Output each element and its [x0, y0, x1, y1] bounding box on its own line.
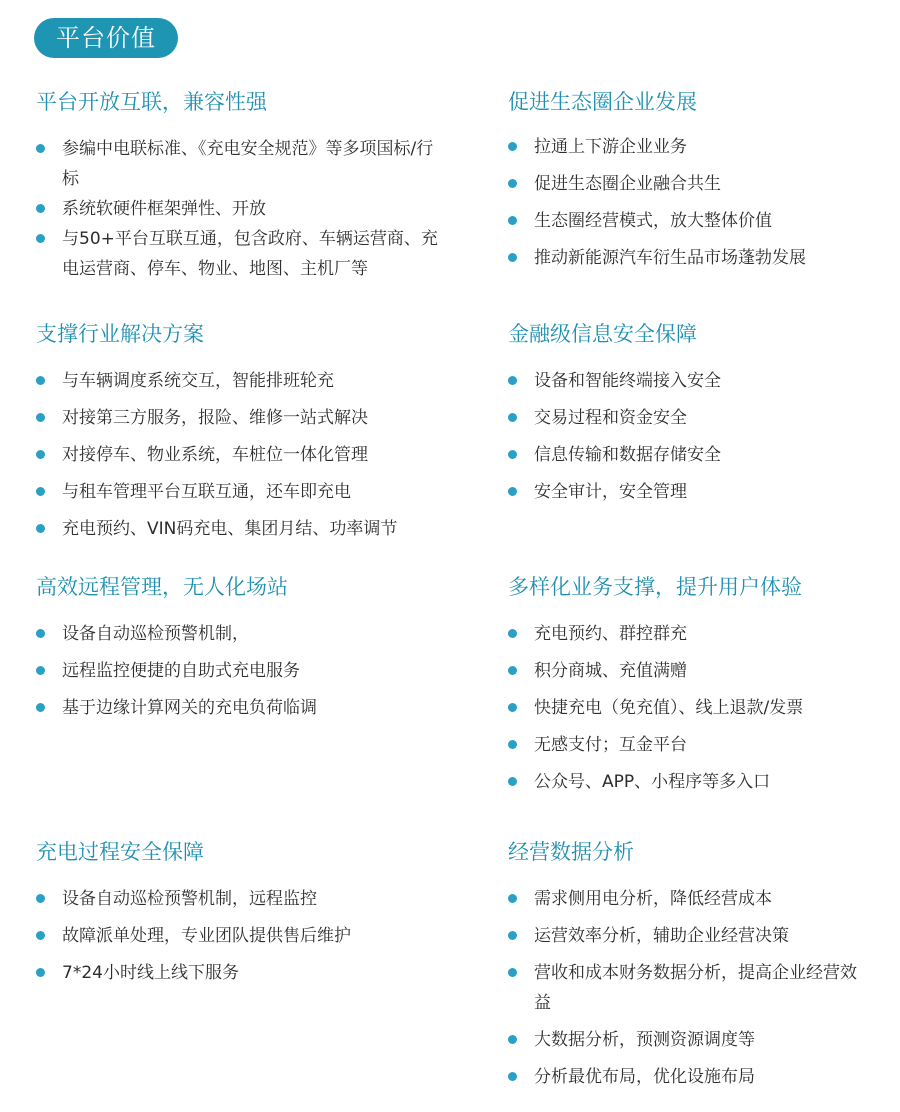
section-business-support — [508, 573, 888, 804]
bullet-icon — [508, 1072, 517, 1081]
list-item: 促进生态圈企业融合共生 — [508, 169, 888, 199]
bullet-icon — [508, 666, 517, 675]
bullet-icon — [508, 487, 517, 496]
list-item: 公众号、APP、小程序等多入口 — [508, 767, 888, 797]
bullet-icon — [36, 413, 45, 422]
bullet-icon — [36, 524, 45, 533]
list-item: 与50+平台互联互通，包含政府、车辆运营商、充电运营商、停车、物业、地图、主机厂等 — [36, 224, 452, 284]
list-item: 设备和智能终端接入安全 — [508, 366, 888, 396]
bullet-icon — [36, 894, 45, 903]
bullet-icon — [36, 450, 45, 459]
bullet-icon — [36, 376, 45, 385]
list-item: 大数据分析，预测资源调度等 — [508, 1025, 888, 1055]
bullet-icon — [508, 142, 517, 151]
bullet-icon — [36, 968, 45, 977]
section-remote-management — [36, 573, 456, 730]
list-item: 信息传输和数据存储安全 — [508, 440, 888, 470]
page-title: 平台价值 — [34, 18, 178, 58]
list-item: 参编中电联标准、《充电安全规范》等多项国标/行标 — [36, 134, 442, 194]
bullet-icon — [508, 216, 517, 225]
list-item: 营收和成本财务数据分析，提高企业经营效益 — [508, 958, 864, 1018]
bullet-icon — [508, 179, 517, 188]
section-title: 高效远程管理，无人化场站 — [36, 575, 288, 599]
section-financial-security — [508, 320, 888, 514]
section-title: 充电过程安全保障 — [36, 840, 204, 864]
list-item: 远程监控便捷的自助式充电服务 — [36, 656, 456, 686]
section-title: 多样化业务支撑，提升用户体验 — [508, 575, 802, 599]
section-ecosystem — [508, 88, 888, 280]
bullet-icon — [36, 666, 45, 675]
section-title: 促进生态圈企业发展 — [508, 90, 697, 114]
list-item: 设备自动巡检预警机制，远程监控 — [36, 884, 456, 914]
list-item: 对接停车、物业系统，车桩位一体化管理 — [36, 440, 456, 470]
bullet-icon — [508, 253, 517, 262]
list-item: 快捷充电（免充值）、线上退款/发票 — [508, 693, 888, 723]
section-charging-safety — [36, 838, 456, 995]
bullet-icon — [36, 931, 45, 940]
bullet-icon — [508, 450, 517, 459]
bullet-icon — [508, 894, 517, 903]
section-title: 支撑行业解决方案 — [36, 322, 204, 346]
list-item: 基于边缘计算网关的充电负荷临调 — [36, 693, 456, 723]
list-item: 系统软硬件框架弹性、开放 — [36, 194, 456, 224]
bullet-icon — [508, 968, 517, 977]
bullet-icon — [36, 234, 45, 243]
list-item: 充电预约、群控群充 — [508, 619, 888, 649]
list-item: 安全审计，安全管理 — [508, 477, 888, 507]
list-item: 积分商城、充值满赠 — [508, 656, 888, 686]
list-item: 需求侧用电分析，降低经营成本 — [508, 884, 888, 914]
bullet-icon — [36, 144, 45, 153]
list-item: 拉通上下游企业业务 — [508, 132, 888, 162]
bullet-icon — [36, 204, 45, 213]
list-item: 分析最优布局，优化设施布局 — [508, 1062, 888, 1092]
bullet-icon — [508, 376, 517, 385]
section-title: 经营数据分析 — [508, 840, 634, 864]
list-item: 故障派单处理，专业团队提供售后维护 — [36, 921, 456, 951]
list-item: 推动新能源汽车衍生品市场蓬勃发展 — [508, 243, 888, 273]
section-title: 平台开放互联，兼容性强 — [36, 90, 267, 114]
list-item: 对接第三方服务，报险、维修一站式解决 — [36, 403, 456, 433]
list-item: 7*24小时线上线下服务 — [36, 958, 456, 988]
bullet-icon — [508, 777, 517, 786]
bullet-icon — [508, 740, 517, 749]
list-item: 充电预约、VIN码充电、集团月结、功率调节 — [36, 514, 456, 544]
section-platform-openness — [36, 88, 456, 284]
list-item: 无感支付；互金平台 — [508, 730, 888, 760]
bullet-icon — [36, 487, 45, 496]
bullet-icon — [508, 931, 517, 940]
list-item: 交易过程和资金安全 — [508, 403, 888, 433]
bullet-icon — [36, 703, 45, 712]
list-item: 生态圈经营模式，放大整体价值 — [508, 206, 888, 236]
section-industry-solutions — [36, 320, 456, 551]
bullet-icon — [508, 629, 517, 638]
bullet-icon — [508, 413, 517, 422]
list-item: 运营效率分析，辅助企业经营决策 — [508, 921, 888, 951]
section-title: 金融级信息安全保障 — [508, 322, 697, 346]
bullet-icon — [36, 629, 45, 638]
list-item: 与车辆调度系统交互，智能排班轮充 — [36, 366, 456, 396]
list-item: 与租车管理平台互联互通，还车即充电 — [36, 477, 456, 507]
list-item: 设备自动巡检预警机制， — [36, 619, 456, 649]
bullet-icon — [508, 703, 517, 712]
section-operations-analytics — [508, 838, 888, 1099]
bullet-icon — [508, 1035, 517, 1044]
